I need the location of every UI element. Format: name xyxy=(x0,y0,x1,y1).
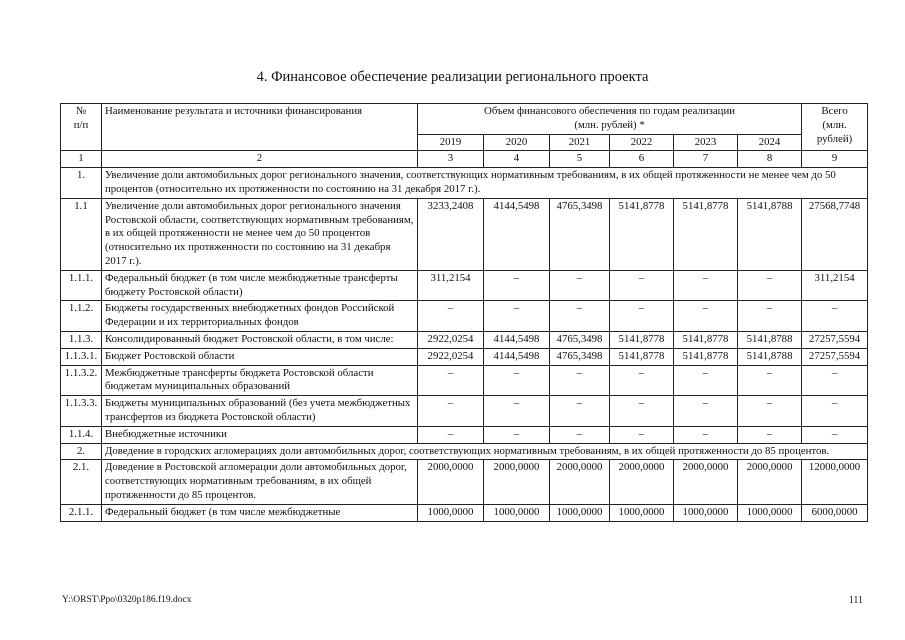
row-year-value: 2922,0254 xyxy=(418,348,484,365)
row-year-value: – xyxy=(674,270,738,301)
row-year-value: – xyxy=(738,301,802,332)
row-name: Бюджет Ростовской области xyxy=(102,348,418,365)
row-year-value: 5141,8778 xyxy=(674,331,738,348)
row-total-value: 27568,7748 xyxy=(802,198,868,270)
row-total-value: – xyxy=(802,396,868,427)
column-number: 4 xyxy=(484,151,550,168)
header-total: Всего (млн. рублей) xyxy=(802,104,868,151)
row-year-value: – xyxy=(610,301,674,332)
row-year-value: 1000,0000 xyxy=(418,504,484,521)
row-year-value: – xyxy=(484,426,550,443)
row-year-value: 1000,0000 xyxy=(674,504,738,521)
row-year-value: 4144,5498 xyxy=(484,198,550,270)
result-title: Увеличение доли автомобильных дорог регионального значения, соответствующих нормативным требованиям, в их общей протяженности не менее чем до 50 процентов (относительно их протяженности по состоянию на 31 декабря 2017 г.). xyxy=(102,168,868,199)
row-year-value: 1000,0000 xyxy=(550,504,610,521)
header-year: 2024 xyxy=(738,134,802,151)
row-number: 1.1.3.2. xyxy=(61,365,102,396)
header-year: 2020 xyxy=(484,134,550,151)
header-volume: Объем финансового обеспечения по годам реализации (млн. рублей) * xyxy=(418,104,802,135)
row-year-value: 5141,8778 xyxy=(610,331,674,348)
row-year-value: 2000,0000 xyxy=(418,460,484,504)
row-year-value: – xyxy=(738,396,802,427)
column-number: 6 xyxy=(610,151,674,168)
row-number: 1.1.4. xyxy=(61,426,102,443)
row-year-value: 2000,0000 xyxy=(484,460,550,504)
header-year: 2021 xyxy=(550,134,610,151)
column-number: 9 xyxy=(802,151,868,168)
row-year-value: – xyxy=(418,426,484,443)
row-year-value: – xyxy=(610,396,674,427)
row-year-value: – xyxy=(610,365,674,396)
row-year-value: – xyxy=(738,365,802,396)
row-name: Внебюджетные источники xyxy=(102,426,418,443)
row-year-value: – xyxy=(418,301,484,332)
row-name: Межбюджетные трансферты бюджета Ростовской области бюджетам муниципальных образований xyxy=(102,365,418,396)
row-year-value: 2000,0000 xyxy=(738,460,802,504)
row-name: Бюджеты государственных внебюджетных фондов Российской Федерации и их территориальных фондов xyxy=(102,301,418,332)
column-number: 3 xyxy=(418,151,484,168)
row-name: Доведение в Ростовской агломерации доли автомобильных дорог, соответствующих нормативным требованиям, в их общей протяженности до 85 процентов. xyxy=(102,460,418,504)
table-row xyxy=(61,365,868,396)
row-name: Увеличение доли автомобильных дорог регионального значения Ростовской области, соответствующих нормативным требованиям, в их общей протяженности не менее чем до 50 процентов (относительно их протяженности по состоянию на 31 декабря 2017 г.). xyxy=(102,198,418,270)
row-number: 2. xyxy=(61,443,102,460)
row-year-value: 2922,0254 xyxy=(418,331,484,348)
column-number: 8 xyxy=(738,151,802,168)
header-year: 2023 xyxy=(674,134,738,151)
table-row xyxy=(61,460,868,504)
table-row xyxy=(61,504,868,521)
row-year-value: – xyxy=(418,396,484,427)
table-row xyxy=(61,426,868,443)
header-num: № п/п xyxy=(61,104,102,151)
row-total-value: – xyxy=(802,301,868,332)
row-number: 1. xyxy=(61,168,102,199)
row-year-value: – xyxy=(674,365,738,396)
row-year-value: – xyxy=(610,426,674,443)
row-year-value: 5141,8788 xyxy=(738,331,802,348)
row-year-value: 4765,3498 xyxy=(550,198,610,270)
row-year-value: – xyxy=(550,396,610,427)
row-name: Бюджеты муниципальных образований (без учета межбюджетных трансфертов из бюджета Ростовской области) xyxy=(102,396,418,427)
row-year-value: 2000,0000 xyxy=(610,460,674,504)
row-total-value: – xyxy=(802,365,868,396)
column-number: 2 xyxy=(102,151,418,168)
row-number: 1.1 xyxy=(61,198,102,270)
row-year-value: 2000,0000 xyxy=(550,460,610,504)
table-row xyxy=(61,443,868,460)
row-year-value: 5141,8778 xyxy=(610,348,674,365)
table-row xyxy=(61,198,868,270)
row-year-value: 5141,8778 xyxy=(674,198,738,270)
column-number: 7 xyxy=(674,151,738,168)
table-row xyxy=(61,331,868,348)
row-year-value: 5141,8788 xyxy=(738,348,802,365)
row-year-value: – xyxy=(674,396,738,427)
row-number: 1.1.2. xyxy=(61,301,102,332)
row-year-value: 3233,2408 xyxy=(418,198,484,270)
row-total-value: 27257,5594 xyxy=(802,348,868,365)
row-total-value: 311,2154 xyxy=(802,270,868,301)
row-year-value: – xyxy=(550,426,610,443)
section-title: 4. Финансовое обеспечение реализации регионального проекта xyxy=(256,69,649,85)
table-row xyxy=(61,168,868,199)
row-year-value: 1000,0000 xyxy=(484,504,550,521)
row-year-value: – xyxy=(484,301,550,332)
table-row xyxy=(61,270,868,301)
row-year-value: 4144,5498 xyxy=(484,331,550,348)
column-number: 5 xyxy=(550,151,610,168)
row-total-value: 27257,5594 xyxy=(802,331,868,348)
row-number: 2.1.1. xyxy=(61,504,102,521)
row-number: 1.1.3. xyxy=(61,331,102,348)
row-number: 1.1.3.1. xyxy=(61,348,102,365)
row-year-value: – xyxy=(674,301,738,332)
row-year-value: – xyxy=(674,426,738,443)
row-year-value: 4765,3498 xyxy=(550,348,610,365)
row-year-value: 4144,5498 xyxy=(484,348,550,365)
row-number: 2.1. xyxy=(61,460,102,504)
row-name: Федеральный бюджет (в том числе межбюджетные xyxy=(102,504,418,521)
row-year-value: – xyxy=(484,396,550,427)
header-row xyxy=(61,104,868,135)
page-number: 111 xyxy=(848,595,863,606)
row-number: 1.1.1. xyxy=(61,270,102,301)
row-year-value: – xyxy=(484,270,550,301)
row-year-value: 2000,0000 xyxy=(674,460,738,504)
row-year-value: 5141,8788 xyxy=(738,198,802,270)
row-total-value: – xyxy=(802,426,868,443)
row-year-value: – xyxy=(550,270,610,301)
row-year-value: 1000,0000 xyxy=(738,504,802,521)
row-year-value: – xyxy=(738,270,802,301)
row-number: 1.1.3.3. xyxy=(61,396,102,427)
financing-table xyxy=(60,103,868,522)
row-year-value: – xyxy=(610,270,674,301)
row-year-value: – xyxy=(738,426,802,443)
document-path: Y:\ORST\Ppo\0320p186.f19.docx xyxy=(62,595,192,605)
table-row xyxy=(61,348,868,365)
row-year-value: 5141,8778 xyxy=(674,348,738,365)
row-year-value: 1000,0000 xyxy=(610,504,674,521)
column-numbers-row xyxy=(61,151,868,168)
table-row xyxy=(61,301,868,332)
row-year-value: 311,2154 xyxy=(418,270,484,301)
row-year-value: – xyxy=(418,365,484,396)
row-year-value: – xyxy=(484,365,550,396)
row-year-value: – xyxy=(550,301,610,332)
header-name: Наименование результата и источники финансирования xyxy=(102,104,418,151)
row-name: Федеральный бюджет (в том числе межбюджетные трансферты бюджету Ростовской области) xyxy=(102,270,418,301)
row-total-value: 12000,0000 xyxy=(802,460,868,504)
row-total-value: 6000,0000 xyxy=(802,504,868,521)
table-row xyxy=(61,396,868,427)
row-year-value: 4765,3498 xyxy=(550,331,610,348)
header-year: 2019 xyxy=(418,134,484,151)
row-year-value: 5141,8778 xyxy=(610,198,674,270)
row-name: Консолидированный бюджет Ростовской области, в том числе: xyxy=(102,331,418,348)
header-year: 2022 xyxy=(610,134,674,151)
column-number: 1 xyxy=(61,151,102,168)
result-title: Доведение в городских агломерациях доли автомобильных дорог, соответствующих нормативным требованиям, в их общей протяженности до 85 процентов. xyxy=(102,443,868,460)
row-year-value: – xyxy=(550,365,610,396)
